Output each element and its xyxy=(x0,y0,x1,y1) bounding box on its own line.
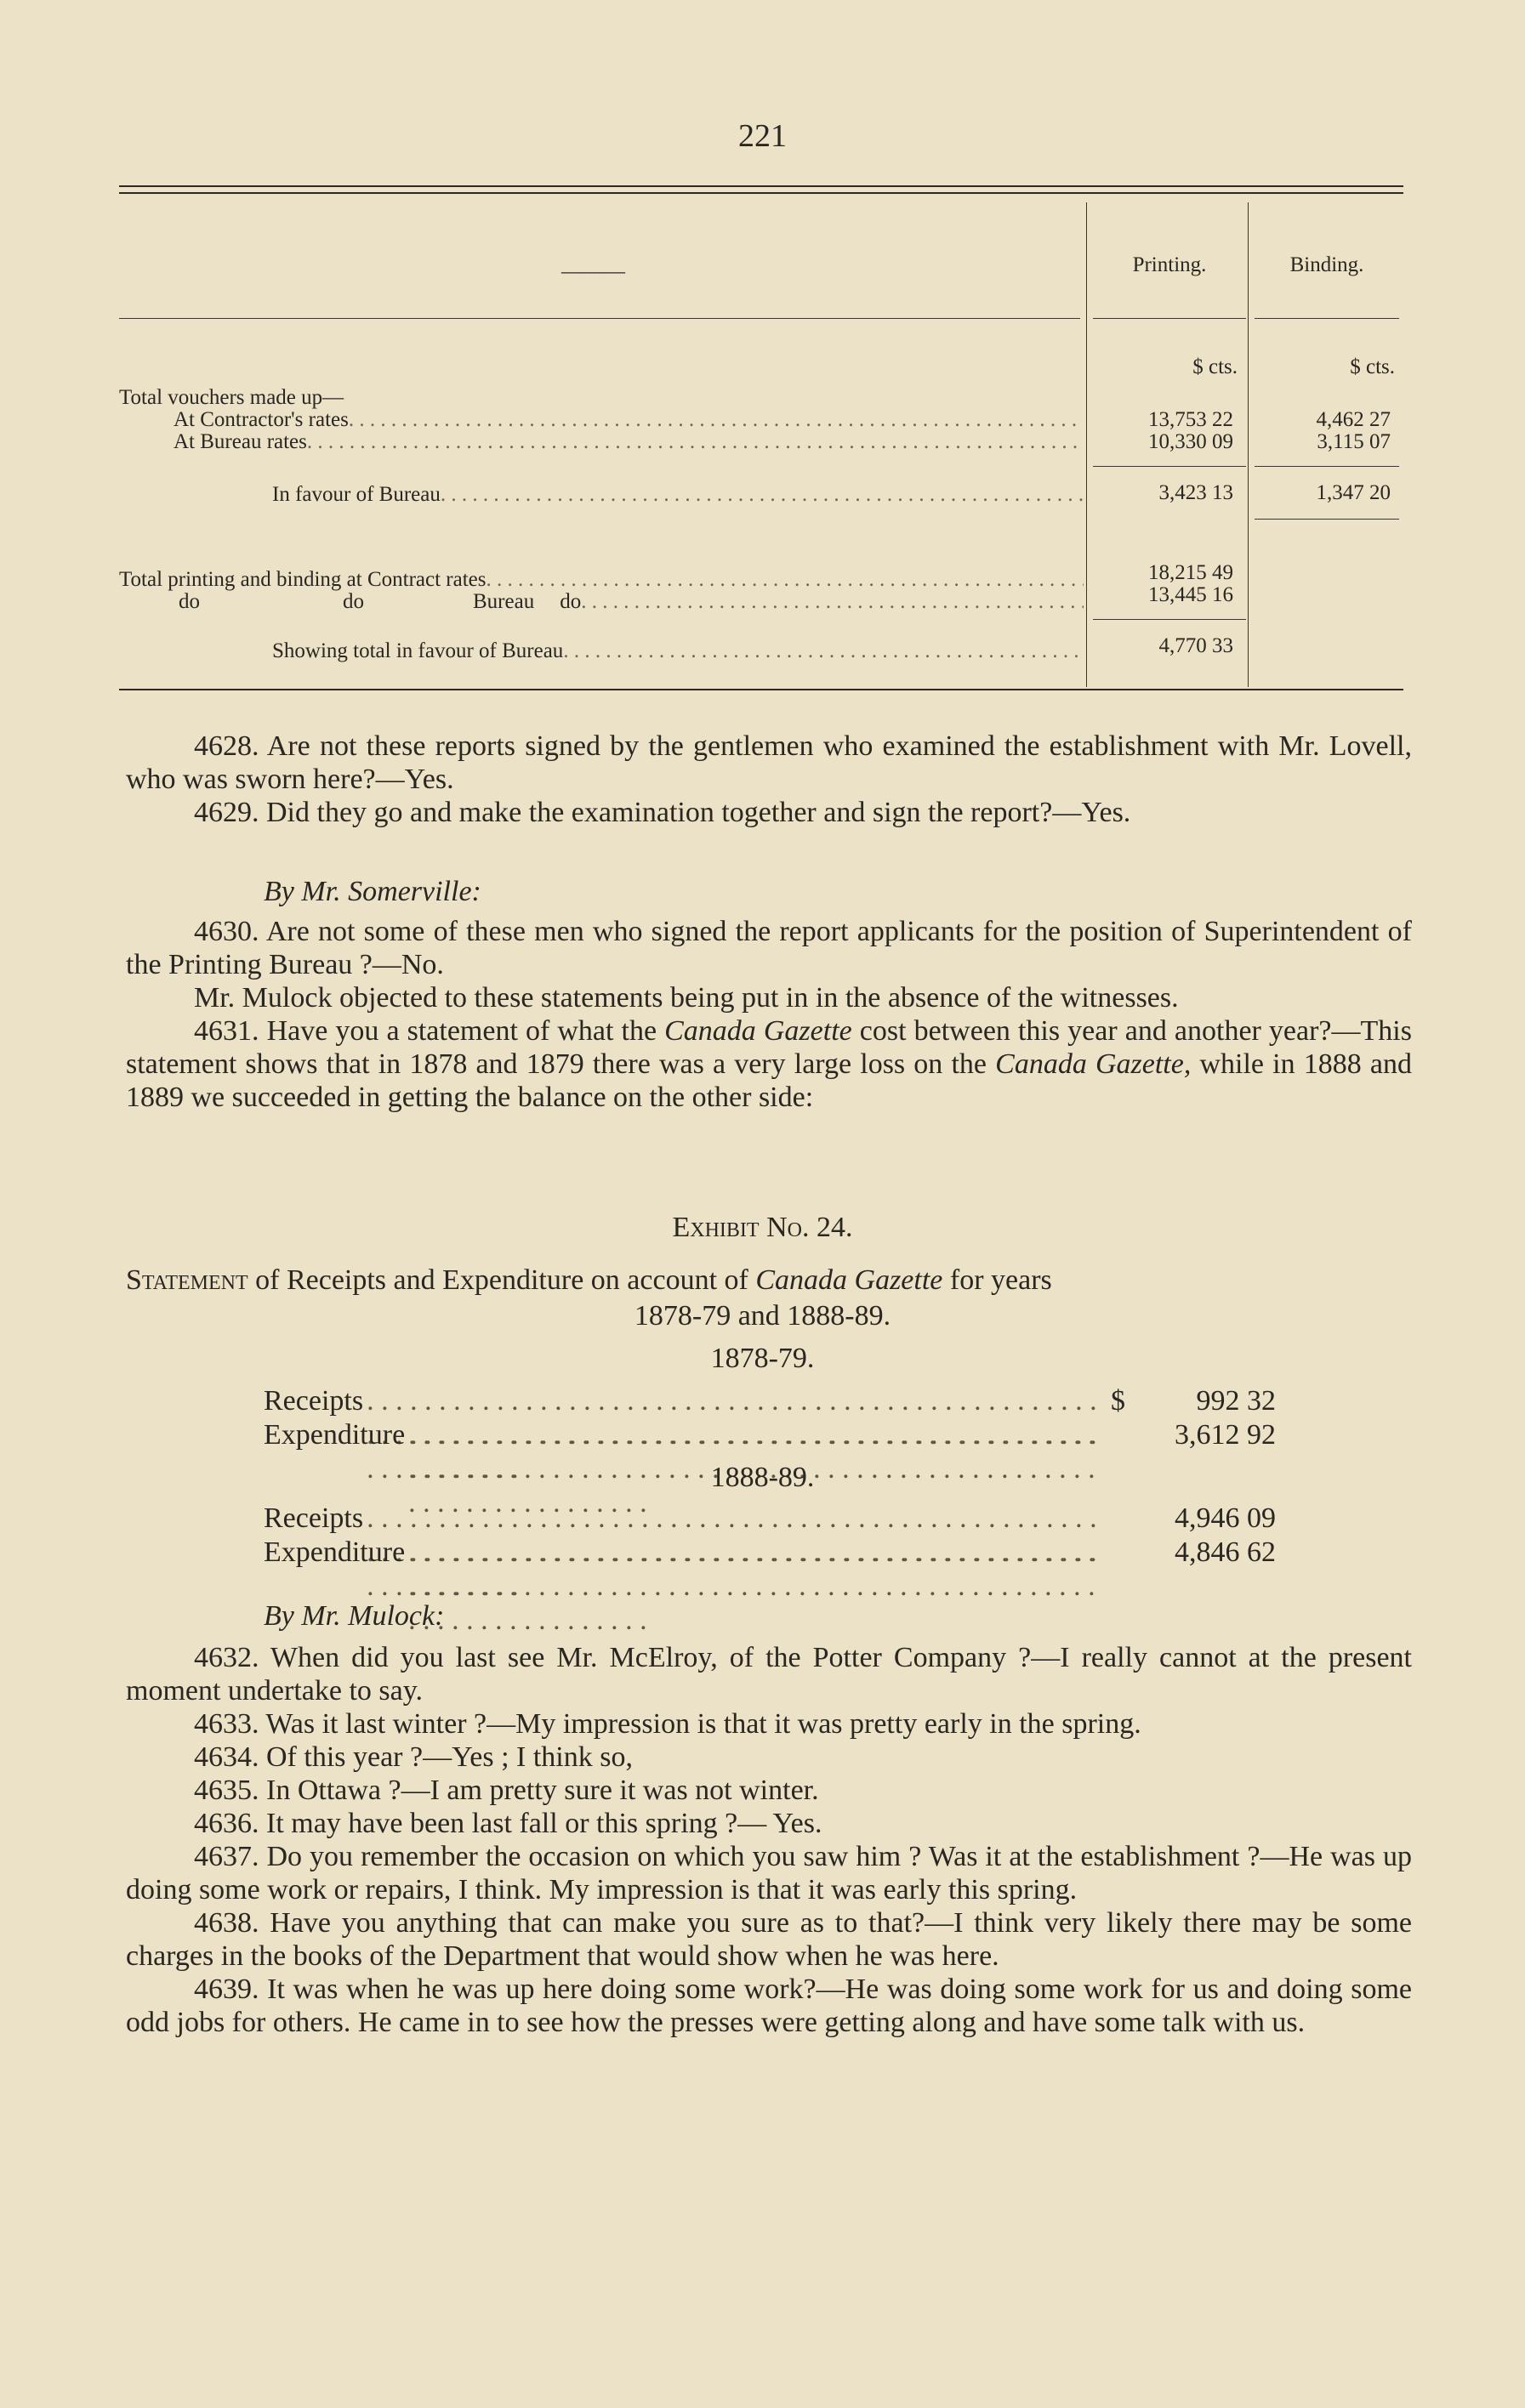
spacer xyxy=(364,590,473,614)
spacer xyxy=(200,590,343,614)
paragraph-4637: 4637. Do you remember the occasion on which you saw him ? Was it at the establishment ?—He was up doing some work or repairs, I think. My impression is that it was early this spring. xyxy=(126,1841,1412,1905)
value-binding: 4,462 27 xyxy=(1316,408,1391,431)
column-divider xyxy=(1086,202,1087,687)
unit-binding: $ cts. xyxy=(1350,355,1395,378)
blank-header: ——— xyxy=(561,260,625,283)
year-heading: 1878-79. xyxy=(710,1343,815,1374)
spacer xyxy=(534,590,560,614)
paragraph-4630: 4630. Are not some of these men who signed the report applicants for the position of Superintendent of the Printing Bureau ?—No. xyxy=(126,916,1412,980)
total-vouchers-label: Total vouchers made up— xyxy=(119,386,344,409)
amount: 992 32 xyxy=(1196,1385,1276,1417)
value-printing: 10,330 09 xyxy=(1148,430,1233,453)
amount: 4,846 62 xyxy=(1175,1536,1276,1568)
testimony-block xyxy=(126,1641,1412,2039)
header-rule xyxy=(1093,318,1246,319)
sum-rule xyxy=(1255,466,1399,467)
text: for years xyxy=(942,1264,1052,1296)
testimony-block xyxy=(126,730,1412,829)
sum-rule xyxy=(1093,619,1246,620)
header-printing: Printing. xyxy=(1132,253,1207,276)
currency-symbol xyxy=(1111,1536,1148,1638)
paragraph-4632: 4632. When did you last see Mr. McElroy, of the Potter Company ?—I really cannot at the present moment undertake to say. xyxy=(126,1642,1412,1707)
row-label xyxy=(272,483,1084,507)
row-label xyxy=(119,568,1084,592)
canada-gazette: Canada Gazette xyxy=(755,1264,943,1296)
paragraph-4628: 4628. Are not these reports signed by the gentlemen who examined the establishment with Mr. Lovell, who was sworn here?—Yes. xyxy=(126,730,1412,795)
amount: 3,612 92 xyxy=(1175,1419,1276,1451)
label-text: At Bureau rates xyxy=(174,430,307,453)
row-label xyxy=(174,430,1084,454)
label-text: At Contractor's rates xyxy=(174,408,349,431)
value-printing: 13,445 16 xyxy=(1148,583,1233,606)
paragraph-mulock-objected: Mr. Mulock objected to these statements being put in in the absence of the witnesses. xyxy=(194,982,1179,1014)
value-binding: 3,115 07 xyxy=(1317,430,1391,453)
by-mr-somerville: By Mr. Somerville: xyxy=(264,876,481,907)
comparison-table xyxy=(119,194,1403,689)
paragraph-4635: 4635. In Ottawa ?—I am pretty sure it was not winter. xyxy=(194,1775,819,1806)
label-bureau: Bureau xyxy=(473,590,535,613)
label-text: Total printing and binding at Contract rates xyxy=(119,568,487,591)
canada-gazette: Canada Gazette, xyxy=(995,1048,1192,1080)
value-binding: 1,347 20 xyxy=(1316,481,1391,504)
column-divider xyxy=(1248,202,1249,687)
currency-symbol: $ xyxy=(1111,1385,1125,1417)
sum-rule xyxy=(1255,519,1399,520)
row-label xyxy=(272,639,1084,663)
row-label xyxy=(179,590,1084,614)
unit-printing: $ cts. xyxy=(1192,355,1238,378)
value-printing: 3,423 13 xyxy=(1158,481,1233,504)
text: while in 1888 and 1889 we succeeded in getting the balance on the other side: xyxy=(126,1048,1412,1113)
paragraph-4636: 4636. It may have been last fall or this spring ?— Yes. xyxy=(194,1808,822,1839)
statement-word: Statement xyxy=(126,1264,248,1296)
paragraph-4631 xyxy=(126,1014,1412,1114)
row-label xyxy=(174,408,1084,432)
label-text: Showing total in favour of Bureau xyxy=(272,639,564,662)
by-mr-mulock: By Mr. Mulock: xyxy=(264,1600,445,1632)
canada-gazette: Canada Gazette xyxy=(664,1015,852,1047)
statement-line xyxy=(126,1264,1412,1297)
header-rule xyxy=(119,318,1080,319)
page-number: 221 xyxy=(738,118,787,154)
label-do: do xyxy=(343,590,364,613)
row-label: Expenditure xyxy=(264,1536,406,1568)
sum-rule xyxy=(1093,466,1246,467)
text: of Receipts and Expenditure on account of xyxy=(248,1264,756,1296)
amount: 4,946 09 xyxy=(1175,1502,1276,1534)
text: 4631. Have you a statement of what the xyxy=(194,1015,665,1047)
table-bottom-rule xyxy=(119,689,1403,690)
paragraph-4634: 4634. Of this year ?—Yes ; I think so, xyxy=(194,1741,633,1773)
statement-years: 1878-79 and 1888-89. xyxy=(634,1300,891,1332)
paragraph-4639: 4639. It was when he was up here doing some work?—He was doing some work for us and doing some odd jobs for others. He came in to see how the presses were getting along and have some talk with us. xyxy=(126,1974,1412,2038)
header-binding: Binding. xyxy=(1289,253,1364,276)
label-do: do xyxy=(560,590,582,613)
value-printing: 4,770 33 xyxy=(1158,634,1233,657)
paragraph-4633: 4633. Was it last winter ?—My impression is that it was pretty early in the spring. xyxy=(194,1708,1141,1740)
paragraph-4629: 4629. Did they go and make the examination together and sign the report?—Yes. xyxy=(194,797,1131,828)
paragraph-4638: 4638. Have you anything that can make you sure as to that?—I think very likely there may be some charges in the books of the Department that would show when he was here. xyxy=(126,1907,1412,1972)
top-rule xyxy=(119,185,1403,187)
row-label: Receipts xyxy=(264,1502,364,1534)
exhibit-title: Exhibit No. 24. xyxy=(672,1212,853,1243)
row-label: Expenditure xyxy=(264,1419,406,1451)
value-printing: 18,215 49 xyxy=(1148,561,1233,584)
statement-heading xyxy=(126,1264,1412,1297)
label-text: In favour of Bureau xyxy=(272,483,441,506)
value-printing: 13,753 22 xyxy=(1148,408,1233,431)
text: cost between this year and another year?—This statement shows that in 1878 and 1879 there was a very large loss on the xyxy=(126,1015,1412,1080)
label-do: do xyxy=(179,590,200,613)
year-heading: 1888-89. xyxy=(710,1462,815,1493)
row-label: Receipts xyxy=(264,1385,364,1417)
header-rule xyxy=(1255,318,1399,319)
testimony-block xyxy=(126,915,1412,1114)
